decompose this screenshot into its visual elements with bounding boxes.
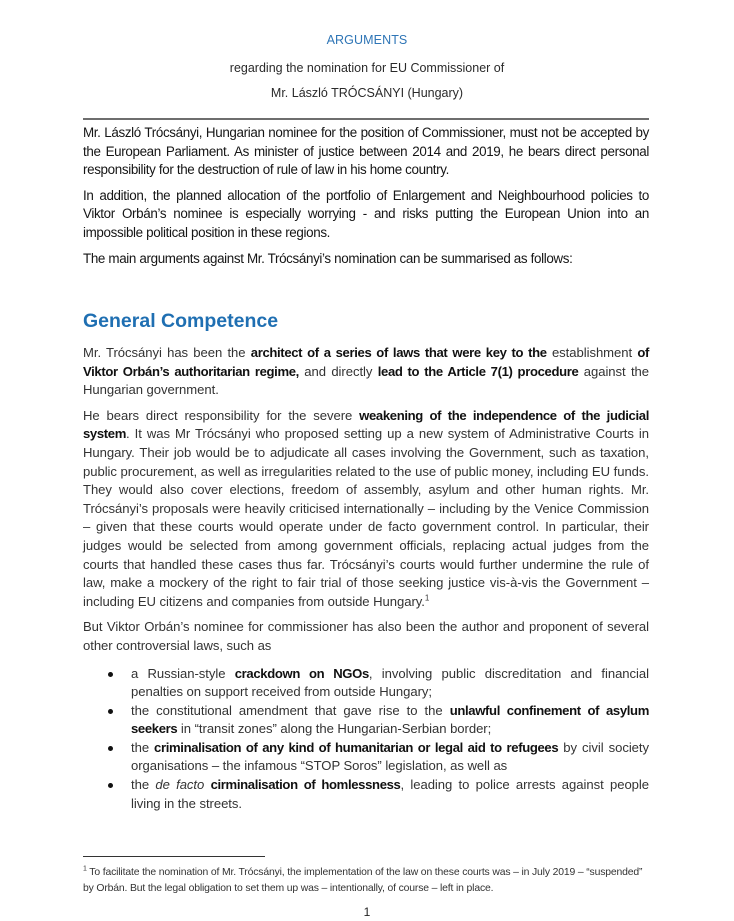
bold-run: cirminalisation of homlessness	[210, 777, 401, 793]
list-item	[83, 702, 649, 739]
text-run: the	[131, 739, 155, 755]
footnote-marker: 1	[83, 865, 87, 873]
list-item	[83, 776, 649, 813]
text-run: in “transit zones” along the Hungarian-Serbian border;	[177, 721, 492, 737]
section-heading: General Competence	[83, 310, 279, 332]
bullet-icon	[108, 783, 113, 788]
document-subtitle-line1: regarding the nomination for EU Commissioner of	[229, 61, 505, 75]
bold-run: weakening of the independence of the judicial system	[83, 407, 649, 442]
text-run: He bears direct responsibility for the severe	[83, 407, 360, 423]
bullet-icon	[108, 709, 113, 714]
controversial-laws-list	[83, 665, 649, 814]
footnote-text: To facilitate the nomination of Mr. Trócsányi, the implementation of the law on these courts was – in July 2019 – “suspended” by Orbán. But the legal obligation to set them up was – intentionally, of course – left in place.	[83, 867, 643, 894]
section-body	[83, 344, 649, 813]
bullet-icon	[108, 672, 113, 677]
bold-run: architect of a series of laws that were key to the	[250, 345, 547, 360]
document-subtitle-line2: Mr. László TRÓCSÁNYI (Hungary)	[270, 86, 464, 100]
list-item	[83, 739, 649, 776]
italic-run: de facto	[155, 777, 205, 793]
text-run: the	[131, 777, 156, 793]
bold-run: of Viktor Orbán’s authoritarian regime,	[83, 345, 649, 379]
text-run: against the Hungarian government.	[83, 363, 649, 398]
footnote	[83, 865, 649, 897]
text-run: . It was Mr Trócsányi who proposed setting up a new system of Administrative Courts in Hungary. Their job would be to adjudicate all cases involving the Government, such as taxation, public procurement, as well as irregularities related to the use of public money, including EU funds. They would also cover elections, freedom of assembly, asylum and other human rights. Mr. Trócsányi’s proposals were heavily criticised internationally – including by the Venice Commission – given that these courts would operate under de facto government control. In particular, their judges would be selected from among government officials, replacing actual judges from the courts that handled these cases thus far. Trócsányi’s courts would further undermine the rule of law, make a mockery of the right to fair trial of those seeking justice vis-à-vis the Government – including EU citizens and companies from outside Hungary.	[83, 426, 649, 609]
text-run: Mr. Trócsányi has been the	[83, 345, 251, 360]
bold-run: lead to the Article 7(1) procedure	[377, 363, 579, 379]
body-paragraph-1	[83, 344, 649, 400]
body-paragraph-3: But Viktor Orbán’s nominee for commissioner has also been the author and proponent of several other controversial laws, such as	[83, 619, 649, 653]
text-run: a Russian-style	[131, 665, 235, 681]
text-run: the constitutional amendment that gave rise to the	[131, 702, 450, 718]
footnote-divider	[83, 856, 265, 857]
intro-section	[83, 124, 649, 275]
text-run: , leading to police arrests against people living in the streets.	[131, 777, 649, 811]
text-run: by civil society organisations – the infamous “STOP Soros” legislation, as well as	[131, 739, 649, 774]
bold-run: criminalisation of any kind of humanitarian or legal aid to refugees	[154, 739, 559, 755]
bullet-icon	[108, 746, 113, 751]
intro-paragraph-1: Mr. László Trócsányi, Hungarian nominee for the position of Commissioner, must not be accepted by the European Parliament. As minister of justice between 2014 and 2019, he bears direct personal responsibility for the destruction of rule of law in his home country.	[83, 125, 649, 178]
text-run: and directly	[298, 363, 378, 379]
document-title: ARGUMENTS	[326, 33, 408, 47]
body-paragraph-2	[83, 407, 649, 612]
intro-paragraph-3: The main arguments against Mr. Trócsányi’s nomination can be summarised as follows:	[83, 250, 573, 266]
text-run: establishment	[546, 345, 638, 360]
page-number: 1	[363, 905, 371, 919]
text-run: , involving public discreditation and financial penalties on support received from outside Hungary;	[131, 665, 649, 700]
bold-run: unlawful confinement of asylum seekers	[131, 702, 649, 737]
footnote-reference[interactable]: 1	[424, 593, 430, 603]
list-item	[83, 665, 649, 702]
intro-paragraph-2: In addition, the planned allocation of the portfolio of Enlargement and Neighbourhood policies to Viktor Orbán’s nominee is especially worrying - and risks putting the European Union into an impossible political position in these regions.	[83, 187, 649, 240]
header-divider	[83, 118, 649, 120]
bold-run: crackdown on NGOs	[234, 665, 369, 681]
